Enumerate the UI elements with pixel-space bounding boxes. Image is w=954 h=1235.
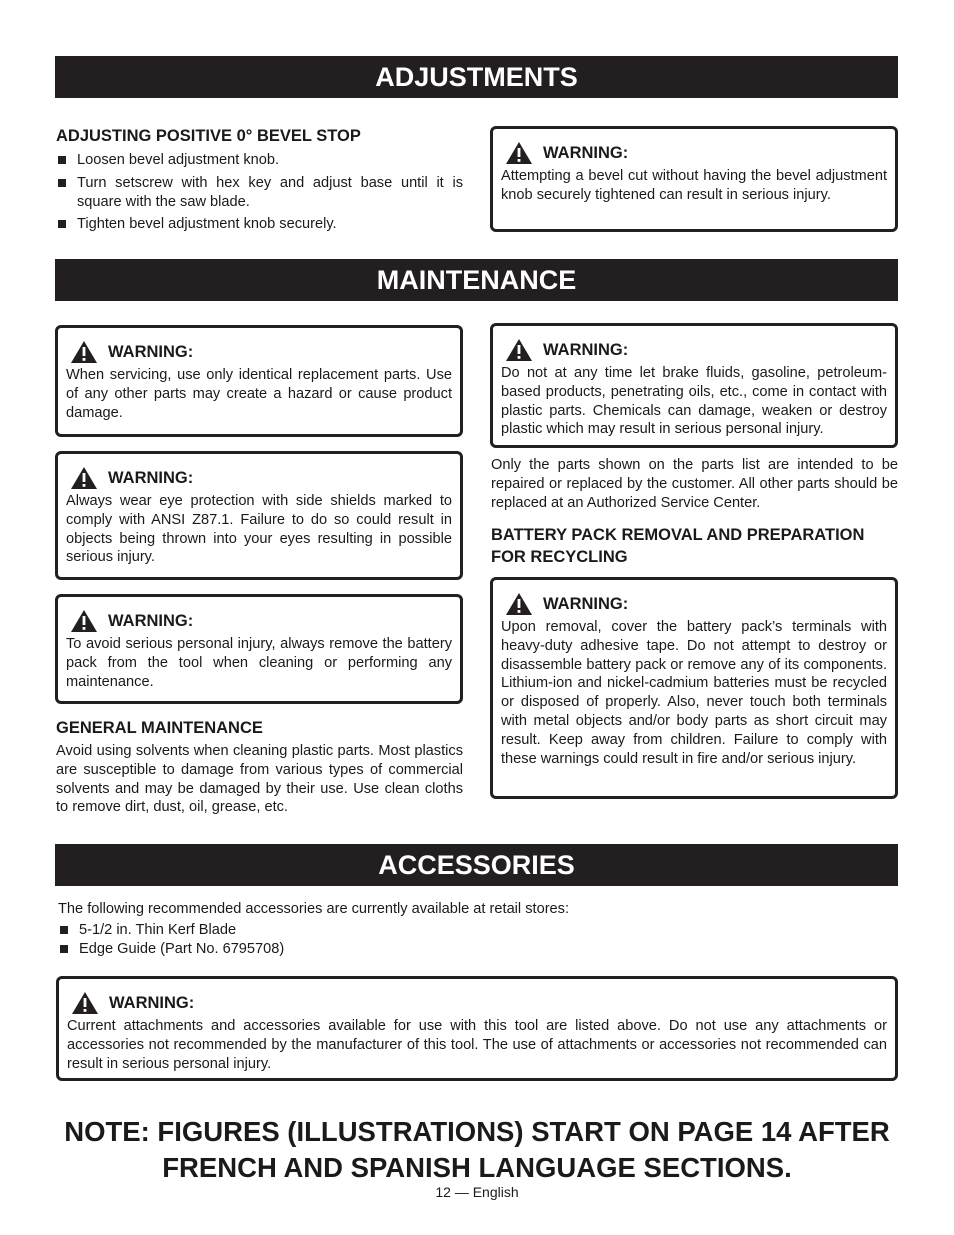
list-item: Loosen bevel adjustment knob.: [56, 151, 463, 170]
accessories-section: [58, 900, 898, 958]
warning-label: WARNING:: [108, 342, 194, 361]
general-maintenance-subhead: GENERAL MAINTENANCE: [56, 719, 263, 737]
warning-text: Upon removal, cover the battery pack’s terminals with heavy-duty adhesive tape. Do not attempt to destroy or disassemble battery pack or remove any of its components. Lithium-ion and nickel-cadmium batteries must be recycled or disposed of properly. Also, never touch both terminals with metal objects and/or body parts as short circuit may result. Keep away from children. Failure to comply with these warnings could result in fire and/or serious injury.: [501, 619, 887, 767]
warning-label: WARNING:: [543, 143, 629, 162]
warning-box-chemicals: [490, 323, 898, 448]
warning-triangle-icon: [505, 141, 533, 165]
warning-text: To avoid serious personal injury, always remove the battery pack from the tool when cleaning or performing any maintenance.: [66, 636, 452, 690]
figures-note: NOTE: FIGURES (ILLUSTRATIONS) START ON PAGE 14 AFTER FRENCH AND SPANISH LANGUAGE SECTIONS.: [64, 1116, 890, 1183]
accessories-intro: The following recommended accessories are currently available at retail stores:: [58, 901, 570, 917]
warning-heading: [71, 991, 887, 1015]
list-item: Edge Guide (Part No. 6795708): [58, 940, 898, 959]
parts-section: [491, 456, 898, 568]
warning-heading: [505, 338, 887, 362]
maintenance-header: MAINTENANCE: [55, 259, 898, 301]
warning-heading: [505, 141, 887, 165]
warning-text: Attempting a bevel cut without having the bevel adjustment knob securely tightened can result in serious injury.: [501, 168, 887, 203]
warning-label: WARNING:: [108, 611, 194, 630]
warning-heading: [70, 340, 452, 364]
warning-label: WARNING:: [543, 340, 629, 359]
list-item: Tighten bevel adjustment knob securely.: [56, 215, 463, 234]
bevel-steps-list: [56, 151, 463, 234]
parts-text: Only the parts shown on the parts list are intended to be repaired or replaced by the customer. All other parts should be replaced at an Authorized Service Center.: [491, 457, 898, 511]
warning-triangle-icon: [71, 991, 99, 1015]
battery-recycling-subhead: BATTERY PACK REMOVAL AND PREPARATION FOR RECYCLING: [491, 526, 865, 567]
warning-heading: [70, 466, 452, 490]
warning-heading: [70, 609, 452, 633]
bevel-stop-subhead: ADJUSTING POSITIVE 0° BEVEL STOP: [56, 127, 361, 145]
accessories-list: [58, 921, 898, 959]
general-maintenance-section: [56, 717, 463, 817]
warning-triangle-icon: [70, 340, 98, 364]
general-maintenance-text: Avoid using solvents when cleaning plastic parts. Most plastics are susceptible to damage from various types of commercial solvents and may be damaged by their use. Use clean cloths to remove dirt, dust, oil, grease, etc.: [56, 743, 463, 816]
warning-text: Do not at any time let brake fluids, gasoline, petroleum-based products, penetrating oils, etc., come in contact with plastic parts. Chemicals can damage, weaken or destroy plastic which may result in serious personal injury.: [501, 365, 887, 438]
warning-text: When servicing, use only identical replacement parts. Use of any other parts may create a hazard or cause product damage.: [66, 367, 452, 421]
accessories-header: ACCESSORIES: [55, 844, 898, 886]
warning-heading: [505, 592, 887, 616]
warning-box-bevel: [490, 126, 898, 232]
warning-text: Always wear eye protection with side shields marked to comply with ANSI Z87.1. Failure to do so could result in objects being thrown into your eyes resulting in possible serious injury.: [66, 493, 452, 566]
warning-text: Current attachments and accessories available for use with this tool are listed above. Do not use any attachments or accessories not recommended by the manufacturer of this tool. The use of attachments or accessories not recommended can result in serious personal injury.: [67, 1018, 887, 1072]
warning-label: WARNING:: [108, 468, 194, 487]
warning-box-accessories: [56, 976, 898, 1081]
adjustments-header: ADJUSTMENTS: [55, 56, 898, 98]
warning-triangle-icon: [505, 592, 533, 616]
warning-box-servicing: [55, 325, 463, 437]
warning-triangle-icon: [70, 466, 98, 490]
warning-label: WARNING:: [109, 993, 195, 1012]
warning-label: WARNING:: [543, 594, 629, 613]
warning-box-eye-protection: [55, 451, 463, 580]
warning-triangle-icon: [70, 609, 98, 633]
page-footer: 12 — English: [435, 1184, 519, 1200]
warning-box-battery-removal: [55, 594, 463, 704]
warning-triangle-icon: [505, 338, 533, 362]
list-item: Turn setscrew with hex key and adjust base until it is square with the saw blade.: [56, 174, 463, 212]
warning-box-battery-recycling: [490, 577, 898, 799]
list-item: 5-1/2 in. Thin Kerf Blade: [58, 921, 898, 940]
bevel-stop-section: [56, 125, 463, 238]
